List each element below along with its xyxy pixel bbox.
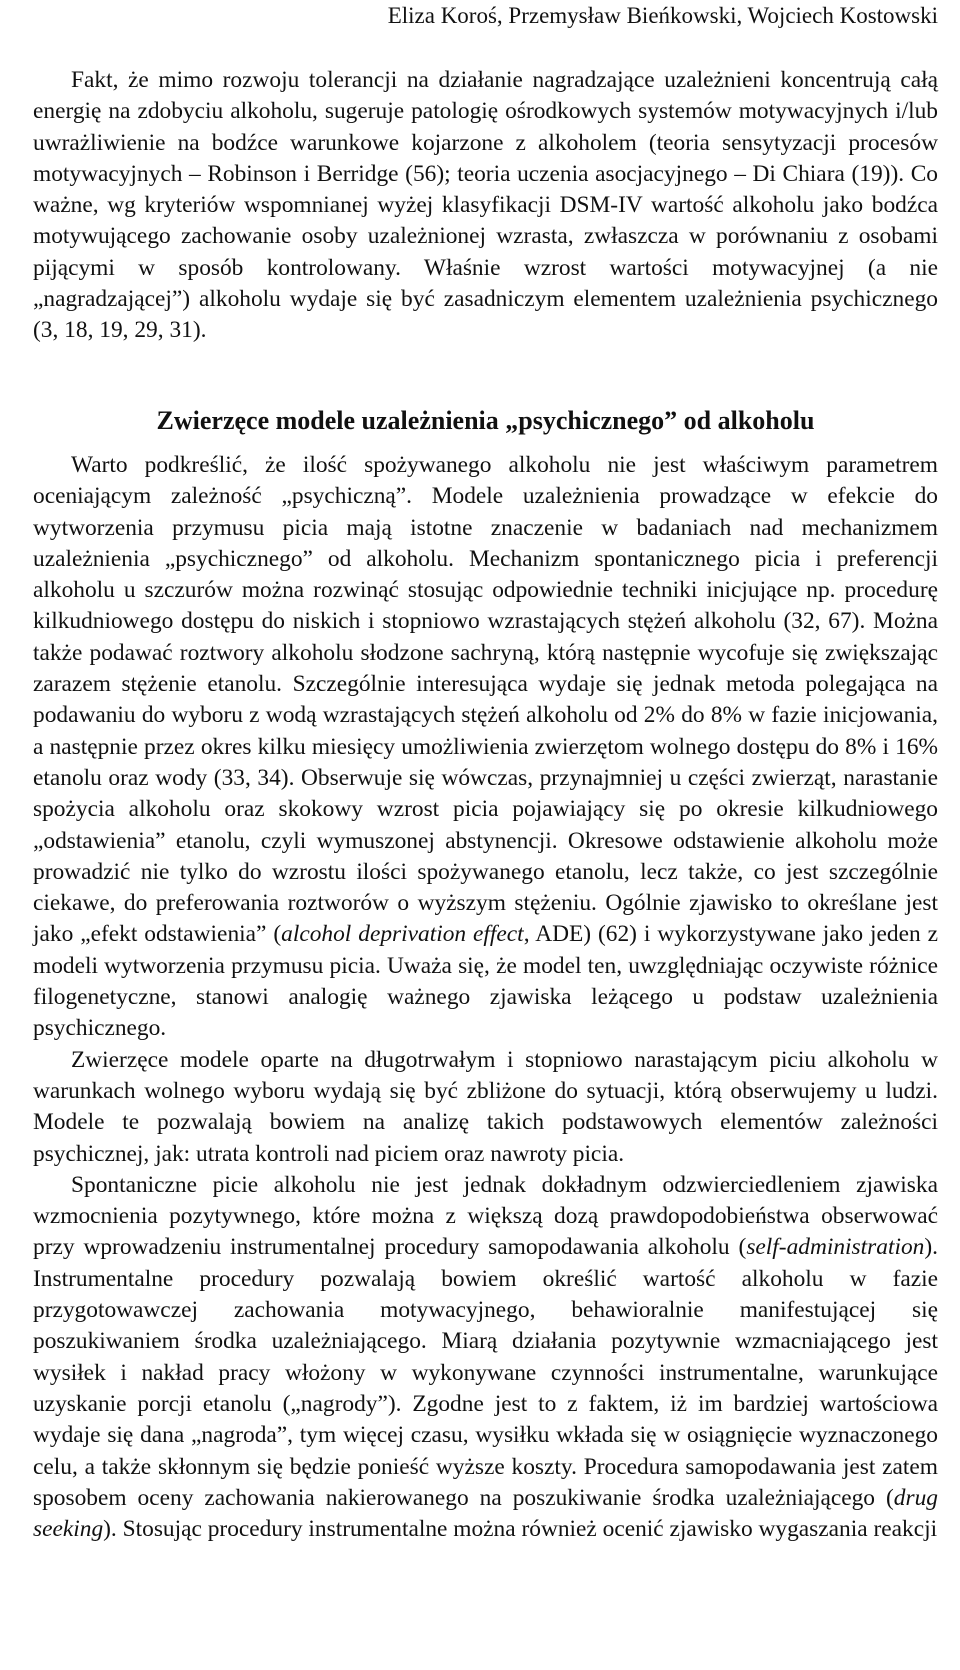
text-segment: Spontaniczne picie alkoholu nie jest jednak dokładnym odzwierciedleniem zjawiska wzmocnienia pozytywnego, które można z większą dozą prawdopodobieństwa obserwować przy wprowadzeniu instrumentalnej procedury samopodawania alkoholu ( [33,1171,938,1261]
paragraph [33,1045,938,1170]
text-segment: , ADE) (62) i wykorzystywane jako jeden z modeli wytworzenia przymusu picia. Uważa się, że model ten, uwzględniając oczywiste różnice filogenetyczne, stanowi analogię ważnego zjawiska leżącego u podstaw uzależnienia psychicznego. [33,921,938,1042]
intro-text [33,65,938,347]
italic-term: drug seeking [33,1484,938,1543]
italic-term: self-administration [746,1234,925,1261]
section-heading: Zwierzęce modele uzależnienia „psychicznego” od alkoholu [156,406,815,435]
paragraph [33,450,938,1045]
section-text [33,450,938,1545]
text-segment: ). Stosując procedury instrumentalne można również ocenić zjawisko wygaszania reakcji [103,1516,938,1543]
text-segment: Zwierzęce modele oparte na długotrwałym i stopniowo narastającym piciu alkoholu w warunkach wolnego wyboru wydają się być zbliżone do sytuacji, którą obserwujemy u ludzi. Modele te pozwalają bowiem na analizę takich podstawowych elementów zależności psychicznej, jak: utrata kontroli nad piciem oraz nawroty picia. [33,1046,938,1167]
text-segment: ). Instrumentalne procedury pozwalają bowiem określić wartość alkoholu w fazie przygotowawczej zachowania motywacyjnego, behawioralnie manifestującej się poszukiwaniem środka uzależniającego. Miarą działania pozytywnie wzmacniającego jest wysiłek i nakład pracy włożony w wykonywane czynności instrumentalne, warunkujące uzyskanie porcji etanolu („nagrody”). Zgodne jest to z faktem, iż im bardziej wartościowa wydaje się dana „nagroda”, tym więcej czasu, wysiłku wkłada się w osiągnięcie wyznaczonego celu, a także skłonnym się będzie ponieść wyższe koszty. Procedura samopodawania jest zatem sposobem oceny zachowania nakierowanego na poszukiwanie środka uzależniającego ( [33,1234,938,1511]
text-segment: Warto podkreślić, że ilość spożywanego alkoholu nie jest właściwym parametrem oceniającym zależność „psychiczną”. Modele uzależnienia prowadzące w efekcie do wytworzenia przymusu picia mają istotne znaczenie w badaniach nad mechanizmem uzależnienia „psychicznego” od alkoholu. Mechanizm spontanicznego picia i preferencji alkoholu u szczurów można rozwinąć stosując odpowiednie techniki inicjujące np. procedurę kilkudniowego dostępu do niskich i stopniowo wzrastających stężeń alkoholu (32, 67). Można także podawać roztwory alkoholu słodzone sachryną, którą następnie wycofuje się zwiększając zarazem stężenie etanolu. Szczególnie interesująca wydaje się jednak metoda polegająca na podawaniu do wyboru z wodą wzrastających stężeń alkoholu od 2% do 8% w fazie inicjowania, a następnie przez okres kilku miesięcy umożliwienia zwierzętom wolnego dostępu do 8% i 16% etanolu oraz wody (33, 34). Obserwuje się wówczas, przynajmniej u części zwierząt, narastanie spożycia alkoholu oraz skokowy wzrost picia pojawiający się po okresie kilkudniowego „odstawienia” etanolu, czyli wymuszonej abstynencji. Okresowe odstawienie alkoholu może prowadzić nie tylko do wzrostu ilości spożywanego etanolu, lecz także, co jest szczególnie ciekawe, do preferowania roztworów o wyższym stężeniu. Ogólnie zjawisko to określane jest jako „efekt odstawienia” ( [33,452,938,948]
paragraph [33,1170,938,1546]
paragraph [33,65,938,347]
text-segment: Fakt, że mimo rozwoju tolerancji na działanie nagradzające uzależnieni koncentrują całą energię na zdobyciu alkoholu, sugeruje patologię ośrodkowych systemów motywacyjnych i/lub uwrażliwienie na bodźce warunkowe kojarzone z alkoholem (teoria sensytyzacji procesów motywacyjnych – Robinson i Berridge (56); teoria uczenia asocjacyjnego – Di Chiara (19)). Co ważne, wg kryteriów wspomnianej wyżej klasyfikacji DSM-IV wartość alkoholu jako bodźca motywującego zachowanie osoby uzależnionej wzrasta, zwłaszcza w porównaniu z osobami pijącymi w sposób kontrolowany. Właśnie wzrost wartości motywacyjnej (a nie „nagradzającej”) alkoholu wydaje się być zasadniczym elementem uzależnienia psychicznego (3, 18, 19, 29, 31). [33,67,938,344]
running-header-authors: Eliza Koroś, Przemysław Bieńkowski, Wojciech Kostowski [387,3,938,28]
italic-term: alcohol deprivation effect [281,921,524,948]
